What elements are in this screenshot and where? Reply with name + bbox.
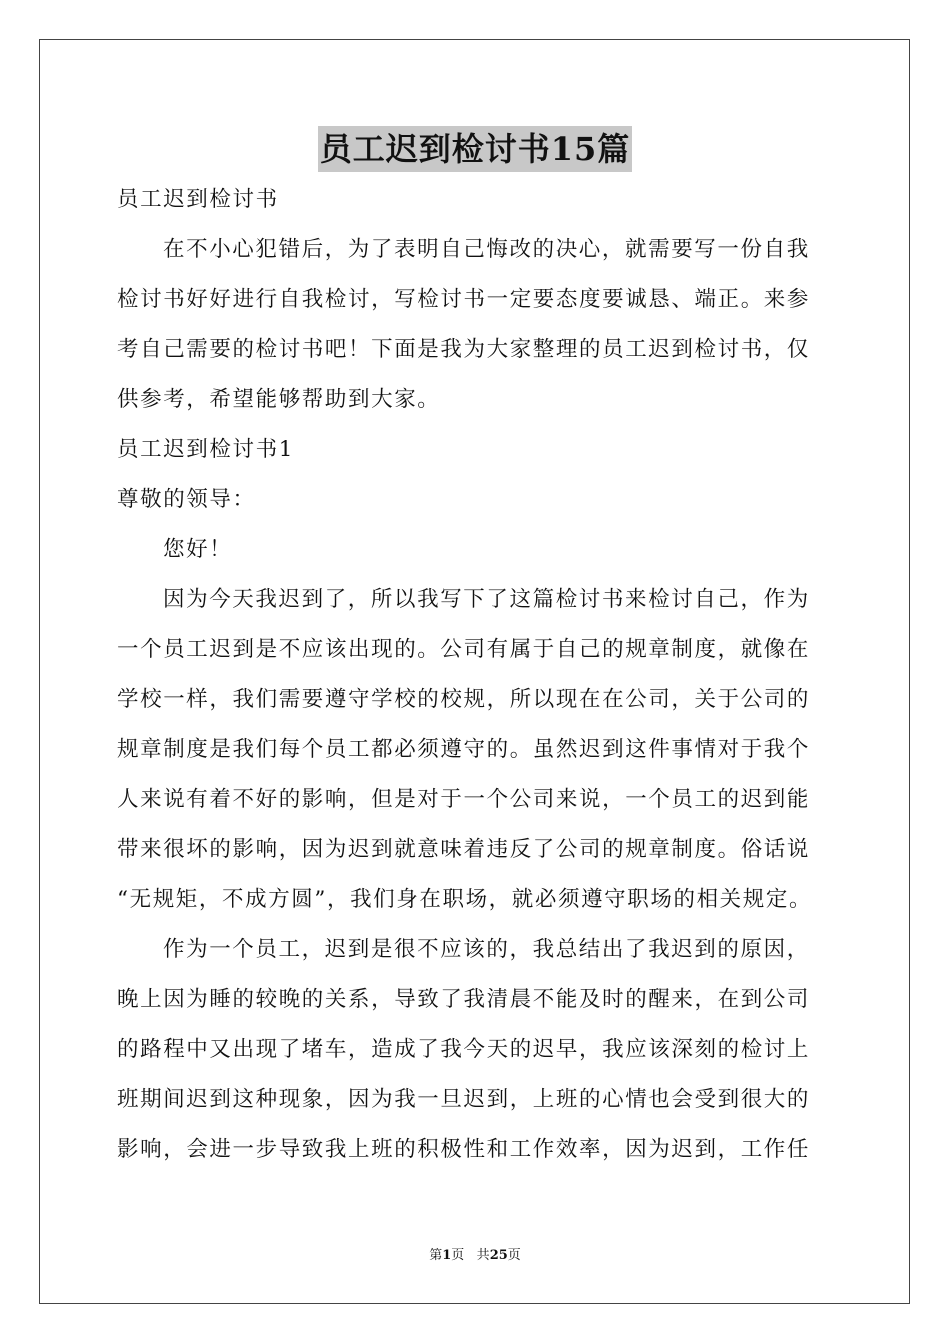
total-suffix: 页	[507, 1248, 521, 1263]
total-pages: 25	[489, 1248, 508, 1263]
text-line: 在不小心犯错后，为了表明自己悔改的决心，就需要写一份自我	[163, 237, 810, 262]
document-body	[117, 175, 833, 1175]
text-line: 员工迟到检讨书	[117, 187, 279, 212]
text-line: 一个员工迟到是不应该出现的。公司有属于自己的规章制度，就像在	[117, 637, 811, 662]
text-line: 检讨书好好进行自我检讨，写检讨书一定要态度要诚恳、端正。来参	[117, 287, 811, 312]
text-line: 员工迟到检讨书1	[117, 437, 294, 462]
text-line: 影响，会进一步导致我上班的积极性和工作效率，因为迟到，工作任	[117, 1137, 811, 1162]
text-line: “无规矩，不成方圆”，我们身在职场，就必须遵守职场的相关规定。	[117, 887, 813, 912]
page-prefix: 第	[429, 1248, 443, 1263]
text-line: 作为一个员工，迟到是很不应该的，我总结出了我迟到的原因，	[163, 937, 810, 962]
page-number: 1	[442, 1248, 452, 1263]
text-line: 您好！	[163, 537, 233, 562]
page-footer	[0, 1246, 950, 1266]
document-title: 员工迟到检讨书15篇	[318, 126, 633, 172]
page-suffix: 页	[451, 1248, 465, 1263]
text-line: 的路程中又出现了堵车，造成了我今天的迟早，我应该深刻的检讨上	[117, 1037, 811, 1062]
text-line: 班期间迟到这种现象，因为我一旦迟到，上班的心情也会受到很大的	[117, 1087, 811, 1112]
text-line: 尊敬的领导：	[117, 487, 256, 512]
text-line: 学校一样，我们需要遵守学校的校规，所以现在在公司，关于公司的	[117, 687, 811, 712]
text-line: 晚上因为睡的较晚的关系，导致了我清晨不能及时的醒来，在到公司	[117, 987, 811, 1012]
text-line: 人来说有着不好的影响，但是对于一个公司来说，一个员工的迟到能	[117, 787, 811, 812]
total-prefix: 共	[476, 1248, 490, 1263]
text-line: 规章制度是我们每个员工都必须遵守的。虽然迟到这件事情对于我个	[117, 737, 811, 762]
text-line: 带来很坏的影响，因为迟到就意味着违反了公司的规章制度。俗话说	[117, 837, 811, 862]
title-container	[0, 126, 950, 172]
text-line: 考自己需要的检讨书吧！下面是我为大家整理的员工迟到检讨书，仅	[117, 337, 811, 362]
text-line: 因为今天我迟到了，所以我写下了这篇检讨书来检讨自己，作为	[163, 587, 810, 612]
text-line: 供参考，希望能够帮助到大家。	[117, 387, 441, 412]
